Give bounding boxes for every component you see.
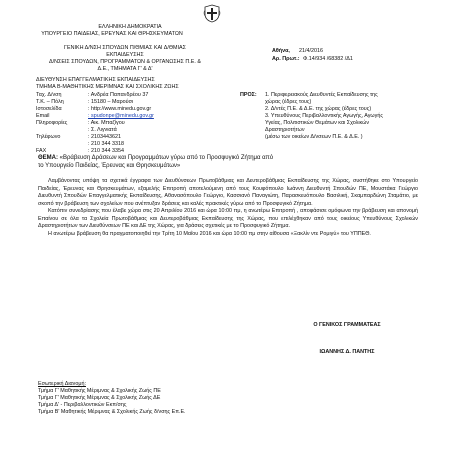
contact-value: : 2103443621 — [88, 134, 121, 140]
protocol-label: Αρ. Πρωτ.: — [272, 56, 300, 62]
body-paragraph-1: Λαμβάνοντας υπόψη τα σχετικά έγγραφα των Διευθύνσεων Πρωτοβάθμιας και Δευτεροβάθμιας Εκπαίδευσης της Χώρας, συστήθηκε στο Υπουργείο Παιδείας, Έρευνας και Θρησκευμάτων, εξαμελής Επιτροπή αποτελούμενη από τους Κουφόπουλο Ιωάννη Διευθυντή Σπουδών ΠΕ, Μουστάκα Γεώργιο Διευθυντή Σπουδών Επαγγελματικής Εκπαίδευσης, Αθανασόπουλο Γεώργιο, Κασσιανό Παναγιώτη, Παρασκευόπουλο Βασιλική, Σκαμπαρδώνη Σταμάτιο, με σκοπό την βράβευση των σχολείων που ανέπτυξαν δράσεις και καλές πρακτικές γύρω από το Προσφυγικό Ζήτημα. — [38, 178, 418, 207]
contact-label: Ιστοσελίδα — [36, 106, 62, 112]
recipients-label: ΠΡΟΣ: — [240, 92, 257, 98]
contact-label: Τηλέφωνο — [36, 134, 61, 140]
header-directorate-4: ΤΜΗΜΑ Β-ΜΑΘΗΤΙΚΗΣ ΜΕΡΙΜΝΑΣ ΚΑΙ ΣΧΟΛΙΚΗΣ ΖΩΗΣ — [36, 84, 179, 90]
body-paragraph-2: Κατόπιν συνεδρίασης που έλαβε χώρα στις 20 Απριλίου 2016 και ώρα 10:00 πμ, η ανωτέρω Επιτροπή , αποφάσισε ομόφωνα την βράβευση και απονομή Επαίνου σε όλα τα Σχολεία Πρωτοβάθμιας και Δευτεροβάθμιας Εκπαίδευσης της Χώρας, που επιλέχθηκαν από τους οικείους Υπευθύνους Σχολικών Δραστηριοτήτων των Διευθύνσεων ΠΕ και ΔΕ της Χώρας, για δράσεις σχετικές με το Προσφυγικό Ζήτημα. — [38, 208, 418, 229]
contact-label: Email — [36, 113, 50, 119]
header-ministry: ΥΠΟΥΡΓΕΙΟ ΠΑΙΔΕΙΑΣ, ΕΡΕΥΝΑΣ ΚΑΙ ΘΡΗΣΚΕΥΜΑΤΩΝ — [41, 31, 183, 37]
date-value: 21/4/2016 — [299, 48, 323, 54]
distribution-item: Τμήμα Β' Μαθητικής Μέριμνας & Σχολικής Ζωής δ/νσης Επ.Ε. — [38, 409, 186, 415]
subject-line-2: το Υπουργείο Παιδείας, Έρευνας και Θρησκευμάτων» — [38, 163, 181, 169]
signature-title: Ο ΓΕΝΙΚΟΣ ΓΡΑΜΜΑΤΕΑΣ — [313, 322, 381, 328]
header-general-directorate-1: ΓΕΝΙΚΗ Δ/ΝΣΗ ΣΠΟΥΔΩΝ Π/ΘΜΙΑΣ ΚΑΙ Δ/ΘΜΙΑΣ — [64, 45, 186, 51]
distribution-label: Εσωτερική Διανομή: — [38, 381, 86, 387]
greek-emblem-icon — [203, 4, 221, 23]
contact-label: FAX — [36, 148, 47, 154]
email-link[interactable]: : spudonpe@minedu.gov.gr — [88, 113, 154, 119]
header-country: ΕΛΛΗΝΙΚΗ ΔΗΜΟΚΡΑΤΙΑ — [98, 24, 162, 30]
letter-body — [38, 178, 418, 238]
contact-value: : 210 344 3318 — [88, 141, 124, 147]
header-directorate-3: ΔΙΕΥΘΥΝΣΗ ΕΠΑΓΓΕΛΜΑΤΙΚΗΣ ΕΚΠΑΙΔΕΥΣΗΣ — [36, 77, 155, 83]
contact-value: : Σ. Λιγνιατά — [88, 127, 117, 133]
recipient-item: Υγείας, Πολιτιστικών Θεμάτων και Σχολικών — [265, 120, 370, 126]
signature-name: ΙΩΑΝΝΗΣ Δ. ΠΑΝΤΗΣ — [319, 349, 375, 355]
contact-label: Πληροφορίες — [36, 120, 68, 126]
recipient-item: χώρας (έδρες τους) — [265, 99, 312, 105]
distribution-item: Τμήμα Δ' - Περιβαλλοντικών Εκπ/σης — [38, 402, 127, 408]
contact-value: : 15180 – Μαρούσι — [88, 99, 134, 105]
contact-value: : Αικ. Μπαζίγου — [88, 120, 125, 126]
website-link[interactable]: : http://www.minedu.gov.gr — [88, 106, 152, 112]
subject-block — [38, 155, 273, 163]
distribution-item: Τμήμα Γ' Μαθητικής Μέριμνας & Σχολικής Ζωής ΠΕ — [38, 388, 161, 394]
contact-label: Ταχ. Δ/νση — [36, 92, 62, 98]
recipient-item: 1. Περιφερειακούς Διευθυντές Εκπαίδευσης της — [265, 92, 378, 98]
header-general-directorate-2: ΕΚΠΑΙΔΕΥΣΗΣ — [106, 52, 144, 58]
subject-label: ΘΕΜΑ: — [38, 155, 58, 161]
recipient-item: Δραστηριοτήτων — [265, 127, 305, 133]
header-directorate-1: Δ/ΝΣΕΙΣ ΣΠΟΥΔΩΝ, ΠΡΟΓΡΑΜΜΑΤΩΝ & ΟΡΓΑΝΩΣΗΣ Π.Ε. & — [49, 59, 201, 65]
contact-value: : 210 344 3354 — [88, 148, 124, 154]
recipient-item: 3. Υπευθύνους Περιβαλλοντικής Αγωγής, Αγωγής — [265, 113, 383, 119]
distribution-item: Τμήμα Γ' Μαθητικής Μέριμνας & Σχολικής Ζωής ΔΕ — [38, 395, 161, 401]
contact-value: : Ανδρέα Παπανδρέου 37 — [88, 92, 149, 98]
header-directorate-2: Δ.Ε., ΤΜΗΜΑΤΑ Γ' & Δ' — [97, 66, 153, 72]
date-label: Αθήνα, — [272, 48, 290, 54]
protocol-value: Φ.14/934 /68382 /Δ1 — [303, 56, 353, 62]
recipient-item: 2. Δ/ντές Π.Ε. & Δ.Ε. της χώρας (έδρες τους) — [265, 106, 372, 112]
recipient-item: (μέσω των οικείων Δ/νσεων Π.Ε. & Δ.Ε. ) — [265, 134, 363, 140]
contact-label: Τ.Κ. – Πόλη — [36, 99, 64, 105]
body-paragraph-3: Η ανωτέρω βράβευση θα πραγματοποιηθεί την Τρίτη 10 Μαΐου 2016 και ώρα 10:00 πμ στην αίθουσα «Ξακλίν ντε Ρομιγύ» του ΥΠΠΕΘ. — [48, 230, 371, 237]
subject-line-1: «Βράβευση Δράσεων και Προγραμμάτων γύρω από το Προσφυγικό Ζήτημα από — [59, 155, 274, 161]
